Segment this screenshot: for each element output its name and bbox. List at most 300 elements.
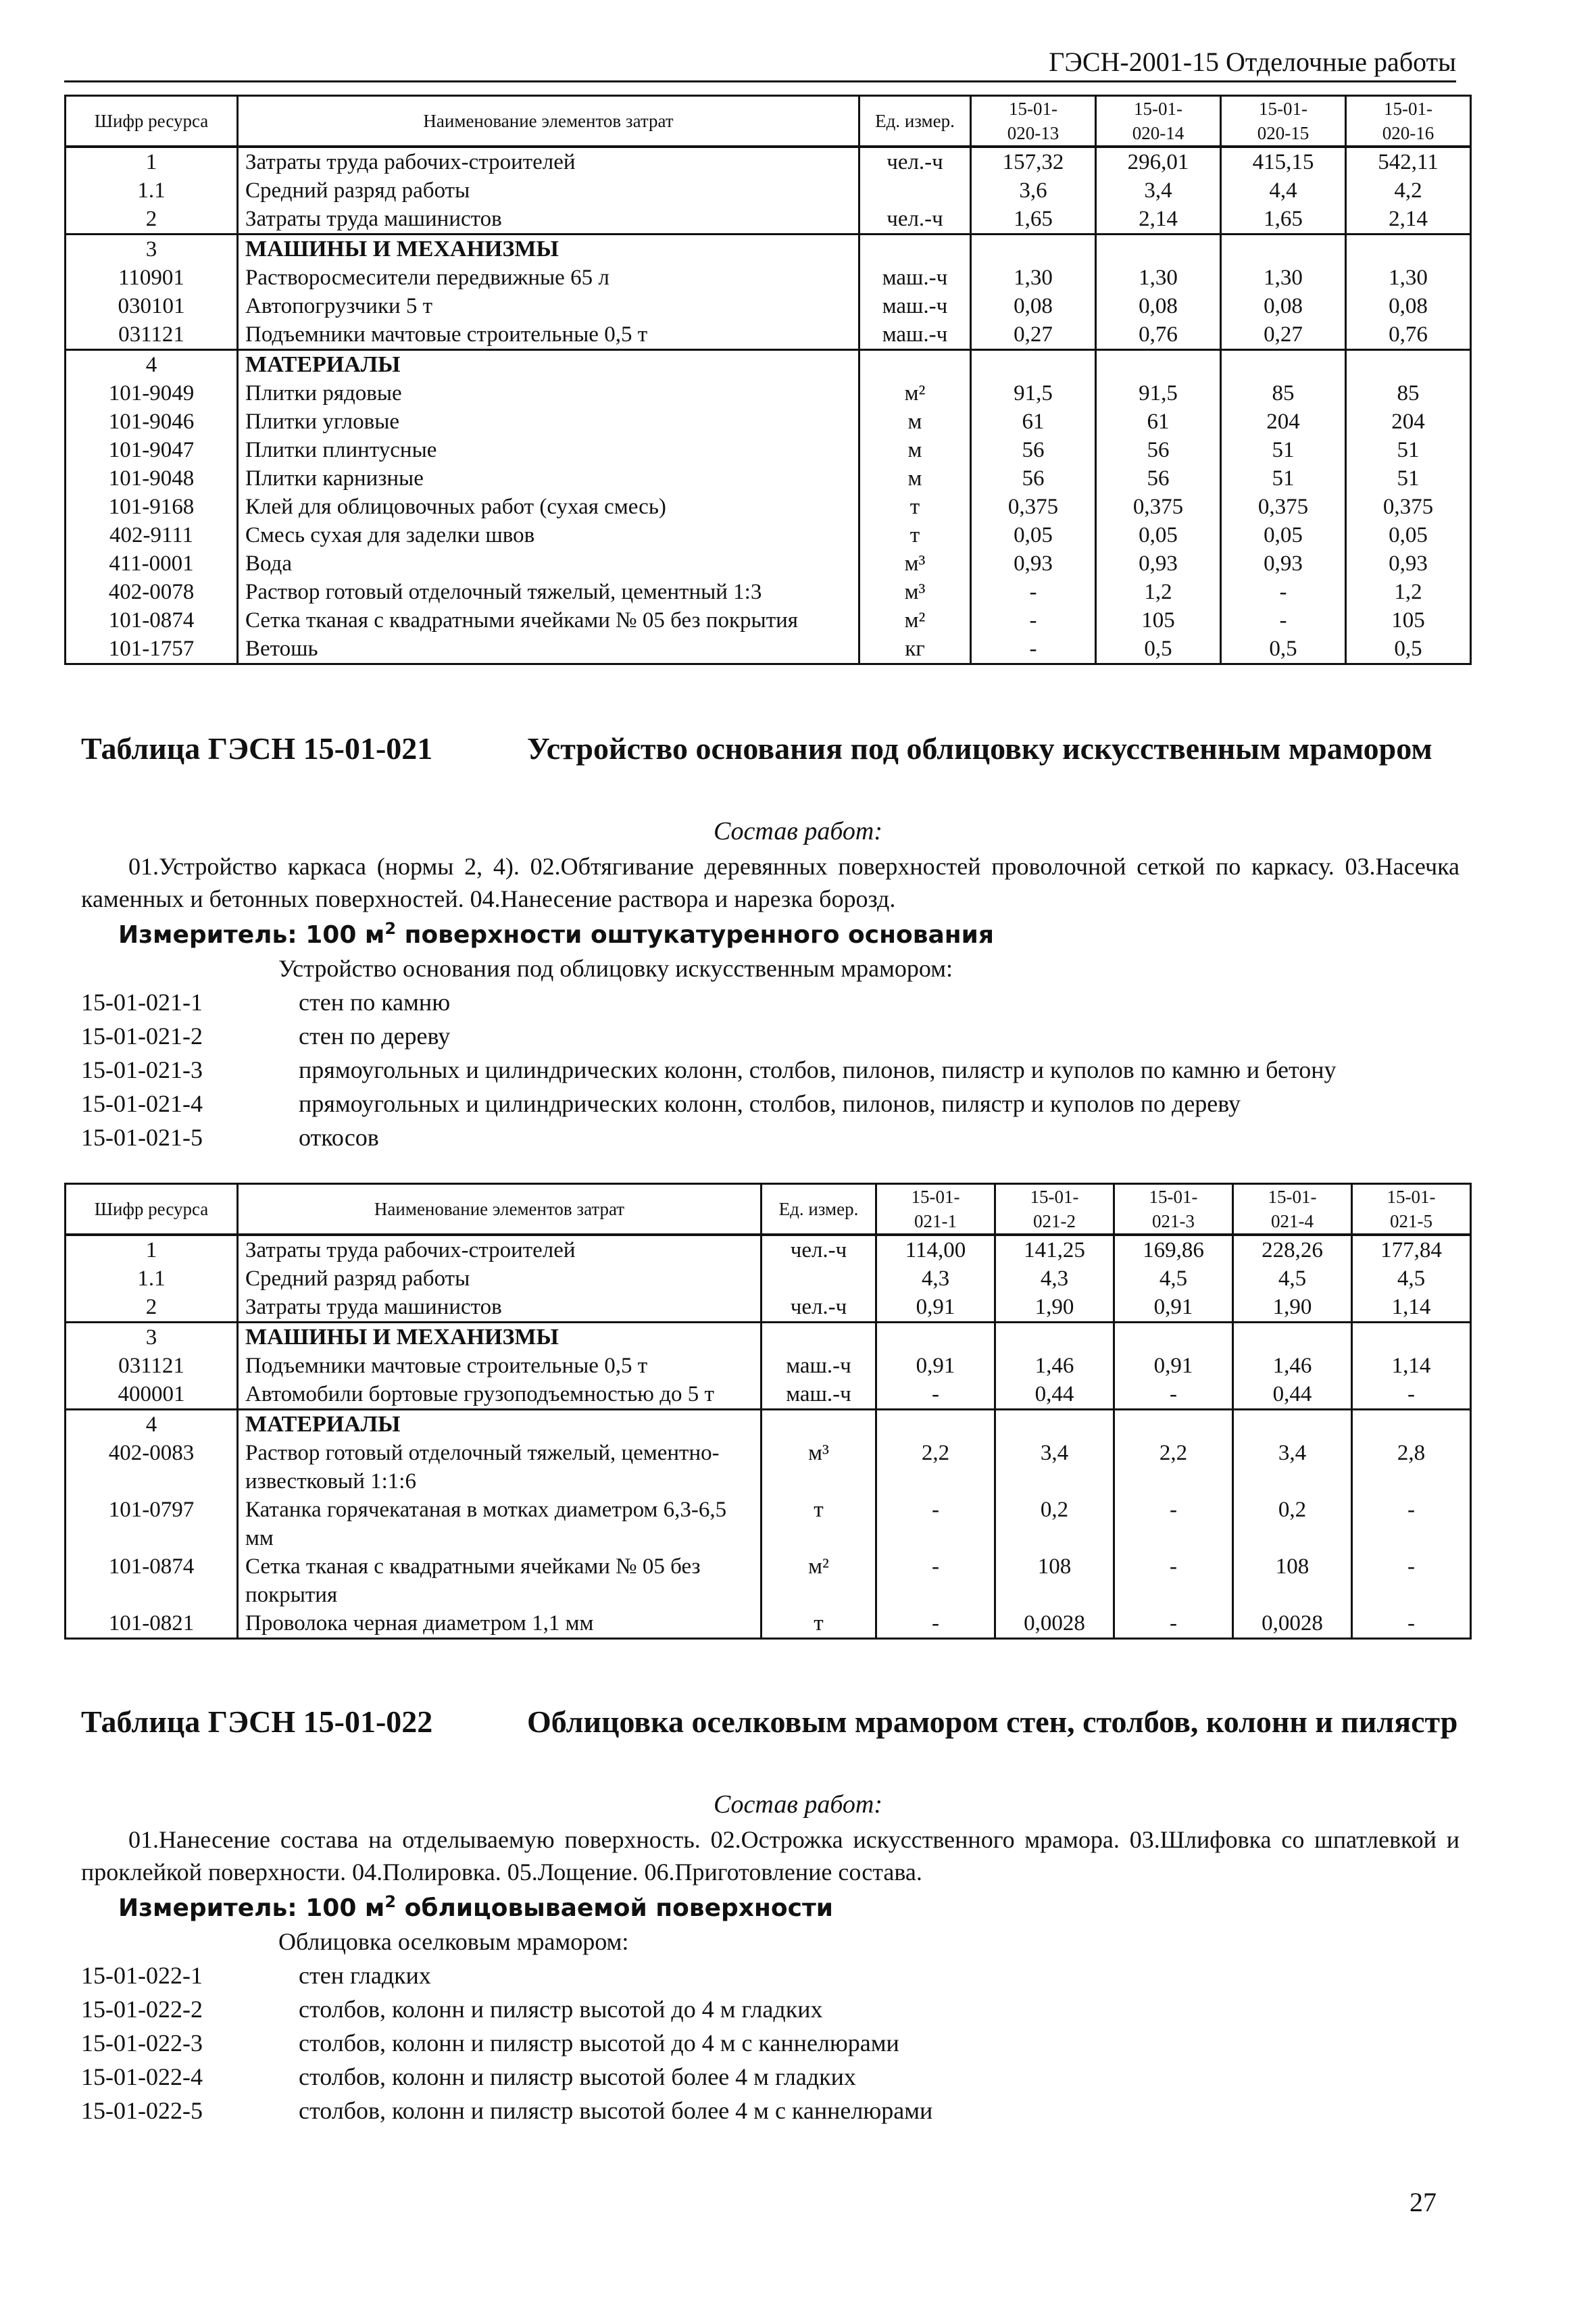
resource-code: 1	[66, 1235, 238, 1264]
norm-value: 0,91	[876, 1352, 995, 1380]
norm-value: 1,14	[1352, 1293, 1471, 1323]
norm-code: 15-01-021-1	[81, 989, 203, 1016]
table-row	[66, 1352, 1471, 1380]
resource-code: 1.1	[66, 176, 238, 205]
norm-code: 15-01-022-2	[81, 1996, 203, 2023]
column-header: 15-01- 021-2	[995, 1184, 1114, 1235]
norm-value: -	[1114, 1496, 1233, 1552]
table-row	[66, 1552, 1471, 1609]
norm-value: 0,91	[1114, 1293, 1233, 1323]
cost-element-name: Подъемники мачтовые строительные 0,5 т	[238, 1352, 762, 1380]
column-header: Наименование элементов затрат	[238, 96, 859, 147]
unit-of-measure: чел.-ч	[859, 147, 971, 176]
table-row	[66, 436, 1471, 464]
norm-description: столбов, колонн и пилястр высотой более 4 м гладких	[299, 2063, 856, 2090]
table-number: Таблица ГЭСН 15-01-022	[81, 1704, 433, 1739]
resource-code: 101-9048	[66, 464, 238, 493]
norm-value: -	[876, 1552, 995, 1609]
table-row	[66, 1410, 1471, 1439]
norm-value: -	[876, 1609, 995, 1639]
measurer-suffix: облицовываемой поверхности	[396, 1894, 834, 1922]
list-item	[81, 1019, 1466, 1053]
norm-value: -	[1114, 1552, 1233, 1609]
norm-value: 105	[1346, 606, 1471, 635]
norm-value: 56	[1096, 436, 1221, 464]
norm-value: 0,0028	[1233, 1609, 1352, 1639]
norm-value: 1,30	[1096, 264, 1221, 292]
norm-value: 0,05	[1346, 521, 1471, 549]
norm-description: столбов, колонн и пилястр высотой более 4 м с каннелюрами	[299, 2097, 933, 2124]
norm-value: 85	[1221, 379, 1346, 408]
norm-value: -	[876, 1380, 995, 1410]
norm-value: 0,27	[971, 320, 1096, 350]
resource-code: 101-9046	[66, 408, 238, 436]
table-row	[66, 1609, 1471, 1639]
column-header: 15-01- 020-14	[1096, 96, 1221, 147]
norm-value: 228,26	[1233, 1235, 1352, 1264]
norm-value: 2,14	[1346, 205, 1471, 235]
unit-of-measure: м	[859, 408, 971, 436]
norm-value: 0,5	[1221, 635, 1346, 664]
norm-value: 0,5	[1096, 635, 1221, 664]
resource-code: 101-9168	[66, 493, 238, 521]
table-row	[66, 549, 1471, 578]
unit-of-measure: чел.-ч	[762, 1293, 876, 1323]
norm-value: -	[971, 606, 1096, 635]
resource-code: 1	[66, 147, 238, 176]
norm-value: 0,08	[1096, 292, 1221, 320]
norm-value: 51	[1346, 436, 1471, 464]
resource-code: 101-0797	[66, 1496, 238, 1552]
cost-element-name: Плитки плинтусные	[238, 436, 859, 464]
running-header: ГЭСН-2001-15 Отделочные работы	[64, 46, 1456, 82]
table-row	[66, 1264, 1471, 1293]
table-row	[66, 1235, 1471, 1264]
norm-value: 0,08	[1221, 292, 1346, 320]
cost-element-name: Клей для облицовочных работ (сухая смесь)	[238, 493, 859, 521]
list-item	[81, 2060, 1466, 2094]
norm-description: столбов, колонн и пилястр высотой до 4 м гладких	[299, 1996, 823, 2023]
resource-code: 3	[66, 235, 238, 264]
norm-value: 542,11	[1346, 147, 1471, 176]
cost-element-name: МАШИНЫ И МЕХАНИЗМЫ	[238, 235, 859, 264]
norm-value: 157,32	[971, 147, 1096, 176]
norm-code: 15-01-021-2	[81, 1023, 203, 1050]
unit-of-measure: маш.-ч	[859, 320, 971, 350]
norm-value: 85	[1346, 379, 1471, 408]
cost-element-name: Катанка горячекатаная в мотках диаметром 6,3-6,5 мм	[238, 1496, 762, 1552]
norm-value	[1096, 350, 1221, 380]
norm-value	[1221, 350, 1346, 380]
column-header: 15-01- 021-4	[1233, 1184, 1352, 1235]
unit-of-measure: м²	[859, 379, 971, 408]
norm-description: прямоугольных и цилиндрических колонн, столбов, пилонов, пилястр и куполов по дереву	[299, 1090, 1241, 1117]
resource-code: 3	[66, 1323, 238, 1352]
cost-element-name: Средний разряд работы	[238, 176, 859, 205]
norm-value: 1,2	[1096, 578, 1221, 606]
cost-element-name: Сетка тканая с квадратными ячейками № 05 без покрытия	[238, 606, 859, 635]
column-header: 15-01- 020-13	[971, 96, 1096, 147]
unit-of-measure: маш.-ч	[859, 292, 971, 320]
norm-value	[971, 235, 1096, 264]
norm-value: 108	[1233, 1552, 1352, 1609]
cost-element-name: Раствор готовый отделочный тяжелый, цементный 1:3	[238, 578, 859, 606]
norm-value: 1,65	[971, 205, 1096, 235]
norm-value: 0,93	[1346, 549, 1471, 578]
cost-element-name: Средний разряд работы	[238, 1264, 762, 1293]
cost-element-name: Сетка тканая с квадратными ячейками № 05 без покрытия	[238, 1552, 762, 1609]
norm-item-list	[81, 1959, 1466, 2127]
table-row	[66, 264, 1471, 292]
norm-value: 0,0028	[995, 1609, 1114, 1639]
norm-value: 56	[971, 436, 1096, 464]
table-row	[66, 235, 1471, 264]
norm-value: 1,30	[971, 264, 1096, 292]
norm-value	[1233, 1410, 1352, 1439]
norm-value: 51	[1221, 464, 1346, 493]
norm-value: 4,5	[1114, 1264, 1233, 1293]
norm-value: 0,2	[1233, 1496, 1352, 1552]
unit-of-measure: чел.-ч	[859, 205, 971, 235]
column-header: 15-01- 021-5	[1352, 1184, 1471, 1235]
resource-code: 101-0821	[66, 1609, 238, 1639]
norm-value: 1,46	[1233, 1352, 1352, 1380]
resource-code: 101-0874	[66, 1552, 238, 1609]
norm-value: 0,08	[1346, 292, 1471, 320]
norm-value: 1,30	[1346, 264, 1471, 292]
norm-value: 169,86	[1114, 1235, 1233, 1264]
norm-value: 0,76	[1096, 320, 1221, 350]
column-header: Ед. измер.	[762, 1184, 876, 1235]
table-number: Таблица ГЭСН 15-01-021	[81, 731, 433, 766]
norm-value: -	[1221, 578, 1346, 606]
norm-value: 1,90	[995, 1293, 1114, 1323]
resource-code: 402-9111	[66, 521, 238, 549]
table-row	[66, 1380, 1471, 1410]
unit-of-measure: м²	[762, 1552, 876, 1609]
table-row	[66, 1323, 1471, 1352]
norm-value: 0,05	[971, 521, 1096, 549]
cost-element-name: МАТЕРИАЛЫ	[238, 1410, 762, 1439]
norm-value: -	[876, 1496, 995, 1552]
norm-code: 15-01-022-1	[81, 1962, 203, 1989]
resource-code: 4	[66, 350, 238, 380]
norm-code: 15-01-022-3	[81, 2029, 203, 2057]
item-list-intro: Устройство основания под облицовку искусственным мрамором:	[278, 955, 953, 982]
table-name: Устройство основания под облицовку искусственным мрамором	[527, 731, 1432, 766]
unit-of-measure: м³	[859, 578, 971, 606]
unit-of-measure: кг	[859, 635, 971, 664]
unit-of-measure: чел.-ч	[762, 1235, 876, 1264]
table-name: Облицовка оселковым мрамором стен, столбов, колонн и пилястр	[527, 1704, 1458, 1739]
norm-value	[1221, 235, 1346, 264]
norm-value: -	[1352, 1380, 1471, 1410]
resource-table-15-01-021	[64, 1183, 1472, 1640]
table-row	[66, 292, 1471, 320]
norm-description: столбов, колонн и пилястр высотой до 4 м с каннелюрами	[299, 2029, 899, 2057]
norm-value: 0,08	[971, 292, 1096, 320]
norm-value	[876, 1410, 995, 1439]
cost-element-name: Затраты труда машинистов	[238, 1293, 762, 1323]
norm-value: -	[1352, 1496, 1471, 1552]
norm-value	[1352, 1410, 1471, 1439]
table-title-15-01-021	[81, 727, 1466, 771]
unit-of-measure	[859, 235, 971, 264]
column-header: 15-01- 020-16	[1346, 96, 1471, 147]
norm-value	[1114, 1323, 1233, 1352]
resource-code: 101-1757	[66, 635, 238, 664]
table-row	[66, 320, 1471, 350]
norm-value: 0,91	[1114, 1352, 1233, 1380]
norm-value: 1,46	[995, 1352, 1114, 1380]
norm-value: 114,00	[876, 1235, 995, 1264]
norm-value: 61	[971, 408, 1096, 436]
norm-value: 204	[1346, 408, 1471, 436]
work-composition-label: Состав работ:	[713, 817, 883, 845]
resource-code: 101-0874	[66, 606, 238, 635]
measurer-sup: 2	[384, 919, 397, 938]
norm-value: -	[1352, 1552, 1471, 1609]
norm-value: 141,25	[995, 1235, 1114, 1264]
norm-value: 2,2	[876, 1439, 995, 1496]
list-item	[81, 1992, 1466, 2026]
norm-value	[1352, 1323, 1471, 1352]
norm-code: 15-01-021-4	[81, 1090, 203, 1117]
norm-value: 51	[1346, 464, 1471, 493]
resource-code: 400001	[66, 1380, 238, 1410]
cost-element-name: Смесь сухая для заделки швов	[238, 521, 859, 549]
norm-value	[995, 1323, 1114, 1352]
cost-element-name: Ветошь	[238, 635, 859, 664]
norm-value: 415,15	[1221, 147, 1346, 176]
column-header: Ед. измер.	[859, 96, 971, 147]
norm-value: 177,84	[1352, 1235, 1471, 1264]
resource-code: 411-0001	[66, 549, 238, 578]
norm-value: 4,3	[876, 1264, 995, 1293]
norm-value: 3,4	[1096, 176, 1221, 205]
norm-value: 204	[1221, 408, 1346, 436]
table-row	[66, 1496, 1471, 1552]
norm-description: стен по камню	[299, 989, 451, 1016]
table-header-row	[66, 96, 1471, 147]
unit-of-measure: маш.-ч	[762, 1380, 876, 1410]
list-item	[81, 1959, 1466, 1992]
norm-value: 1,65	[1221, 205, 1346, 235]
norm-value: 1,2	[1346, 578, 1471, 606]
column-header: 15-01- 021-3	[1114, 1184, 1233, 1235]
list-item	[81, 1121, 1466, 1154]
table-row	[66, 379, 1471, 408]
resource-code: 1.1	[66, 1264, 238, 1293]
norm-code: 15-01-022-4	[81, 2063, 203, 2090]
norm-value: 0,44	[1233, 1380, 1352, 1410]
norm-value: 0,05	[1096, 521, 1221, 549]
norm-value: 0,05	[1221, 521, 1346, 549]
item-list-intro: Облицовка оселковым мрамором:	[278, 1928, 629, 1955]
unit-of-measure: м	[859, 464, 971, 493]
list-item	[81, 985, 1466, 1019]
norm-value: 0,375	[1221, 493, 1346, 521]
norm-value: 56	[1096, 464, 1221, 493]
norm-description: стен по дереву	[299, 1023, 451, 1050]
norm-value: 0,76	[1346, 320, 1471, 350]
page-number: 27	[1410, 2187, 1437, 2217]
table-row	[66, 578, 1471, 606]
norm-code: 15-01-022-5	[81, 2097, 203, 2124]
unit-of-measure	[762, 1264, 876, 1293]
norm-value: 0,93	[1096, 549, 1221, 578]
norm-value: 61	[1096, 408, 1221, 436]
unit-of-measure: маш.-ч	[762, 1352, 876, 1380]
norm-value: 108	[995, 1552, 1114, 1609]
norm-value: 2,2	[1114, 1439, 1233, 1496]
cost-element-name: Проволока черная диаметром 1,1 мм	[238, 1609, 762, 1639]
list-item	[81, 2026, 1466, 2060]
norm-value: -	[971, 578, 1096, 606]
norm-description: прямоугольных и цилиндрических колонн, столбов, пилонов, пилястр и куполов по камню и бетону	[299, 1056, 1337, 1083]
resource-code: 2	[66, 1293, 238, 1323]
norm-value: -	[1114, 1380, 1233, 1410]
norm-value: 0,375	[1096, 493, 1221, 521]
unit-of-measure	[859, 350, 971, 380]
cost-element-name: Подъемники мачтовые строительные 0,5 т	[238, 320, 859, 350]
column-header: 15-01- 020-15	[1221, 96, 1346, 147]
norm-value: 51	[1221, 436, 1346, 464]
measurer-prefix: Измеритель: 100 м	[118, 921, 385, 949]
column-header: Шифр ресурса	[66, 96, 238, 147]
norm-value: 3,6	[971, 176, 1096, 205]
norm-value: 3,4	[1233, 1439, 1352, 1496]
norm-value: 105	[1096, 606, 1221, 635]
norm-value: 0,91	[876, 1293, 995, 1323]
unit-of-measure	[762, 1323, 876, 1352]
resource-code: 402-0083	[66, 1439, 238, 1496]
table-title-15-01-022	[81, 1700, 1466, 1744]
cost-element-name: Автопогрузчики 5 т	[238, 292, 859, 320]
norm-code: 15-01-021-5	[81, 1124, 203, 1151]
table-body	[66, 1235, 1471, 1639]
norm-value: 91,5	[1096, 379, 1221, 408]
norm-code: 15-01-021-3	[81, 1056, 203, 1083]
table-row	[66, 205, 1471, 235]
column-header: Наименование элементов затрат	[238, 1184, 762, 1235]
table-row	[66, 635, 1471, 664]
norm-item-list	[81, 985, 1466, 1154]
norm-value	[971, 350, 1096, 380]
table-row	[66, 606, 1471, 635]
resource-code: 110901	[66, 264, 238, 292]
work-composition-label: Состав работ:	[713, 1790, 883, 1819]
cost-element-name: МАШИНЫ И МЕХАНИЗМЫ	[238, 1323, 762, 1352]
table-row	[66, 464, 1471, 493]
resource-code: 031121	[66, 1352, 238, 1380]
measurer-sup: 2	[384, 1892, 397, 1911]
norm-value: 1,30	[1221, 264, 1346, 292]
resource-code: 2	[66, 205, 238, 235]
unit-of-measure: т	[762, 1496, 876, 1552]
norm-value: 4,3	[995, 1264, 1114, 1293]
column-header: Шифр ресурса	[66, 1184, 238, 1235]
table-row	[66, 1293, 1471, 1323]
norm-value: 3,4	[995, 1439, 1114, 1496]
norm-value: 0,375	[971, 493, 1096, 521]
norm-value	[1096, 235, 1221, 264]
norm-value: 0,44	[995, 1380, 1114, 1410]
norm-value	[1346, 350, 1471, 380]
norm-value: 2,8	[1352, 1439, 1471, 1496]
norm-value: 0,93	[971, 549, 1096, 578]
table-row	[66, 521, 1471, 549]
table-row	[66, 176, 1471, 205]
unit-of-measure: т	[859, 521, 971, 549]
unit-of-measure: м	[859, 436, 971, 464]
norm-value: 91,5	[971, 379, 1096, 408]
table-header-row	[66, 1184, 1471, 1235]
cost-element-name: Автомобили бортовые грузоподъемностью до 5 т	[238, 1380, 762, 1410]
table-row	[66, 1439, 1471, 1496]
norm-value: 1,14	[1352, 1352, 1471, 1380]
norm-value: -	[971, 635, 1096, 664]
norm-value: 4,5	[1352, 1264, 1471, 1293]
cost-element-name: Затраты труда рабочих-строителей	[238, 1235, 762, 1264]
unit-of-measure: т	[859, 493, 971, 521]
norm-value: -	[1221, 606, 1346, 635]
resource-code: 031121	[66, 320, 238, 350]
norm-value: 0,2	[995, 1496, 1114, 1552]
norm-value: 0,375	[1346, 493, 1471, 521]
cost-element-name: Плитки карнизные	[238, 464, 859, 493]
norm-value: 1,90	[1233, 1293, 1352, 1323]
norm-description: откосов	[299, 1124, 379, 1151]
cost-element-name: Раствор готовый отделочный тяжелый, цементно-известковый 1:1:6	[238, 1439, 762, 1496]
cost-element-name: Плитки угловые	[238, 408, 859, 436]
unit-of-measure: м³	[762, 1439, 876, 1496]
measurement-unit	[118, 1892, 833, 1922]
norm-value: 4,5	[1233, 1264, 1352, 1293]
cost-element-name: Плитки рядовые	[238, 379, 859, 408]
measurer-prefix: Измеритель: 100 м	[118, 1894, 385, 1922]
unit-of-measure	[762, 1410, 876, 1439]
table-row	[66, 350, 1471, 380]
cost-element-name: Затраты труда рабочих-строителей	[238, 147, 859, 176]
norm-value: 296,01	[1096, 147, 1221, 176]
norm-description: стен гладких	[299, 1962, 431, 1989]
cost-element-name: Вода	[238, 549, 859, 578]
norm-value: 4,4	[1221, 176, 1346, 205]
cost-element-name: Растворосмесители передвижные 65 л	[238, 264, 859, 292]
list-item	[81, 1053, 1466, 1087]
resource-code: 101-9049	[66, 379, 238, 408]
norm-value: 4,2	[1346, 176, 1471, 205]
unit-of-measure: м²	[859, 606, 971, 635]
norm-value	[995, 1410, 1114, 1439]
measurement-unit	[118, 919, 994, 949]
norm-value: -	[1352, 1609, 1471, 1639]
norm-value: 0,27	[1221, 320, 1346, 350]
unit-of-measure: т	[762, 1609, 876, 1639]
list-item	[81, 1087, 1466, 1121]
work-composition-text: 01.Устройство каркаса (нормы 2, 4). 02.Обтягивание деревянных поверхностей проволочной сеткой по каркасу. 03.Насечка каменных и бетонных поверхностей. 04.Нанесение раствора и нарезка борозд.	[81, 853, 1460, 912]
cost-element-name: МАТЕРИАЛЫ	[238, 350, 859, 380]
table-row	[66, 493, 1471, 521]
work-composition-text: 01.Нанесение состава на отделываемую поверхность. 02.Острожка искусственного мрамора. 03.Шлифовка со шпатлевкой и проклейкой поверхности. 04.Полировка. 05.Лощение. 06.Приготовление состава.	[81, 1826, 1460, 1886]
column-header: 15-01- 021-1	[876, 1184, 995, 1235]
table-body	[66, 147, 1471, 664]
table-row	[66, 147, 1471, 176]
table-row	[66, 408, 1471, 436]
unit-of-measure: маш.-ч	[859, 264, 971, 292]
unit-of-measure	[859, 176, 971, 205]
